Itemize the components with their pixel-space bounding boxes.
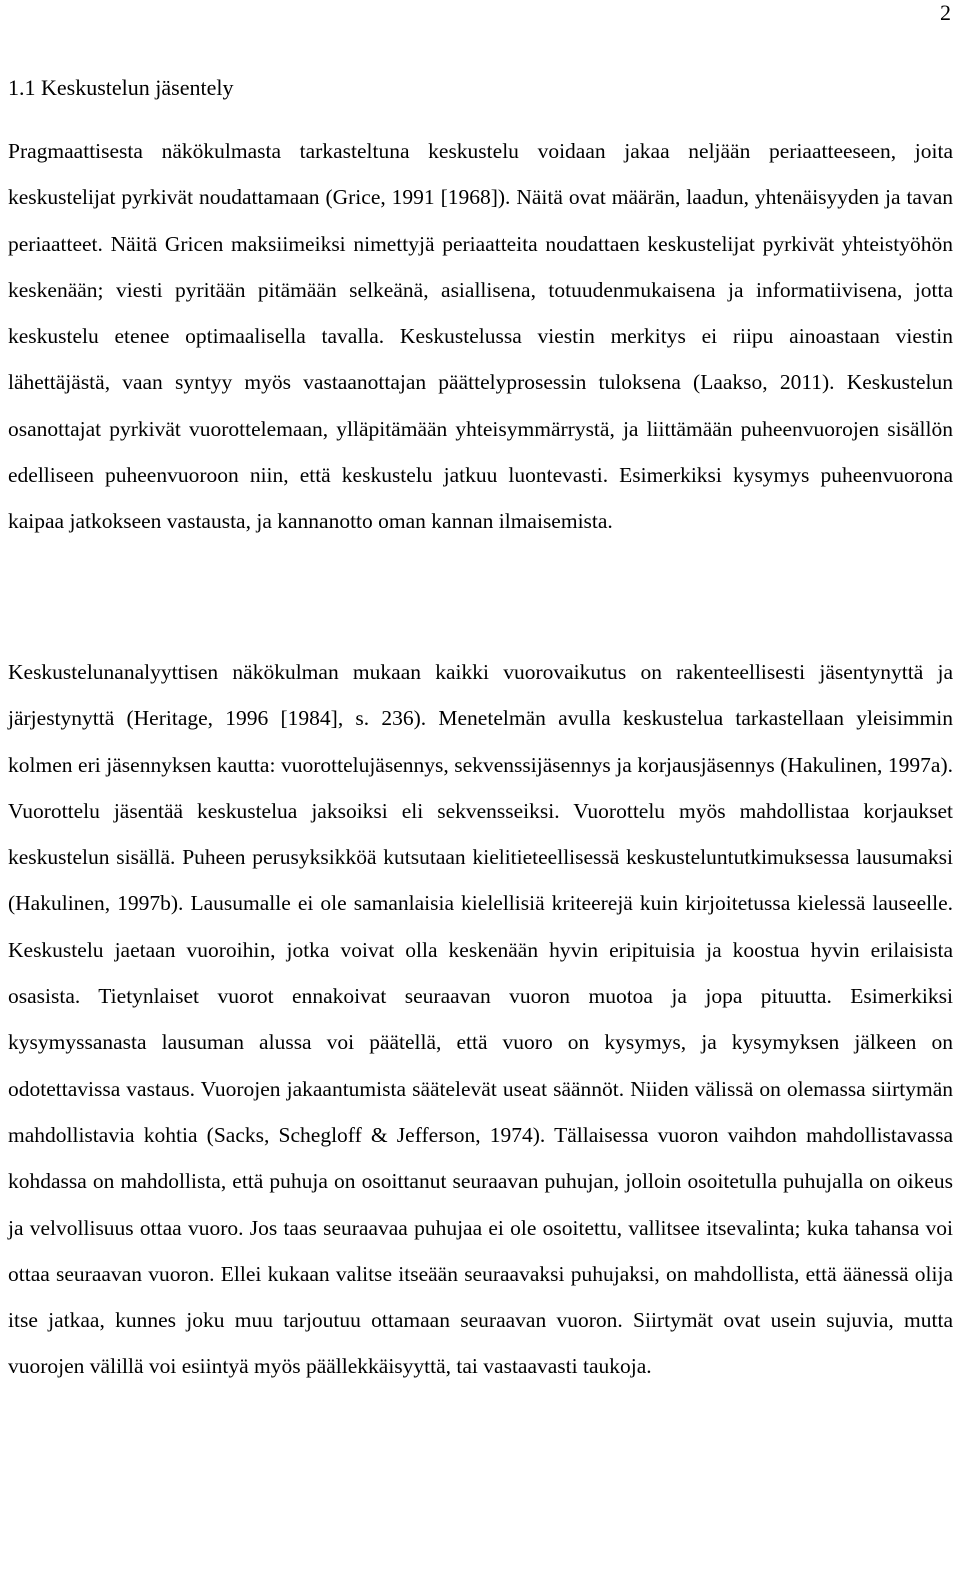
section-heading: 1.1 Keskustelun jäsentely xyxy=(8,75,234,100)
body-paragraph: Pragmaattisesta näkökulmasta tarkasteltuna keskustelu voidaan jakaa neljään periaatteeseen, joita keskustelijat pyrkivät noudattamaan (Grice, 1991 [1968]). Näitä ovat määrän, laadun, yhtenäisyyden ja tavan periaatteet. Näitä Gricen maksiimeiksi nimettyjä periaatteita noudattaen keskustelijat pyrkivät yhteistyöhön keskenään; viesti pyritään pitämään selkeänä, asiallisena, totuudenmukaisena ja informatiivisena, jotta keskustelu etenee optimaalisella tavalla. Keskustelussa viestin merkitys ei riipu ainoastaan viestin lähettäjästä, vaan syntyy myös vastaanottajan päättelyprosessin tuloksena (Laakso, 2011). Keskustelun osanottajat pyrkivät vuorottelemaan, ylläpitämään yhteisymmärrystä, ja liittämään puheenvuorojen sisällön edelliseen puheenvuoroon niin, että keskustelu jatkuu luontevasti. Esimerkiksi kysymys puheenvuorona kaipaa jatkokseen vastausta, ja kannanotto oman kannan ilmaisemista. xyxy=(8,139,953,534)
body-paragraph: Keskustelunanalyyttisen näkökulman mukaan kaikki vuorovaikutus on rakenteellisesti jäsentynyttä ja järjestynyttä (Heritage, 1996 [1984], s. 236). Menetelmän avulla keskustelua tarkastellaan yleisimmin kolmen eri jäsennyksen kautta: vuorottelujäsennys, sekvenssijäsennys ja korjausjäsennys (Hakulinen, 1997a). Vuorottelu jäsentää keskustelua jaksoiksi eli sekvensseiksi. Vuorottelu myös mahdollistaa korjaukset keskustelun sisällä. Puheen perusyksikköä kutsutaan kielitieteellisessä keskusteluntutkimuksessa lausumaksi (Hakulinen, 1997b). Lausumalle ei ole samanlaisia kielellisiä kriteerejä kuin kirjoitetussa kielessä lauseelle. Keskustelu jaetaan vuoroihin, jotka voivat olla keskenään hyvin eripituisia ja koostua hyvin erilaisista osasista. Tietynlaiset vuorot ennakoivat seuraavan vuoron muotoa ja jopa pituutta. Esimerkiksi kysymyssanasta lausuman alussa voi päätellä, että vuoro on kysymys, ja kysymyksen jälkeen on odotettavissa vastaus. Vuorojen jakaantumista säätelevät useat säännöt. Niiden välissä on olemassa siirtymän mahdollistavia kohtia (Sacks, Schegloff & Jefferson, 1974). Tällaisessa vuoron vaihdon mahdollistavassa kohdassa on mahdollista, että puhuja on osoittanut seuraavan puhujan, jolloin osoitetulla puhujalla on oikeus ja velvollisuus ottaa vuoro. Jos taas seuraavaa puhujaa ei ole osoitettu, vallitsee itsevalinta; kuka tahansa voi ottaa seuraavan vuoron. Ellei kukaan valitse itseään seuraavaksi puhujaksi, on mahdollista, että äänessä olija itse jatkaa, kunnes joku muu tarjoutuu ottamaan seuraavan vuoron. Siirtymät ovat usein sujuvia, mutta vuorojen välillä voi esiintyä myös päällekkäisyyttä, tai vastaavasti taukoja. xyxy=(8,660,953,1379)
page-number: 2 xyxy=(940,0,951,25)
